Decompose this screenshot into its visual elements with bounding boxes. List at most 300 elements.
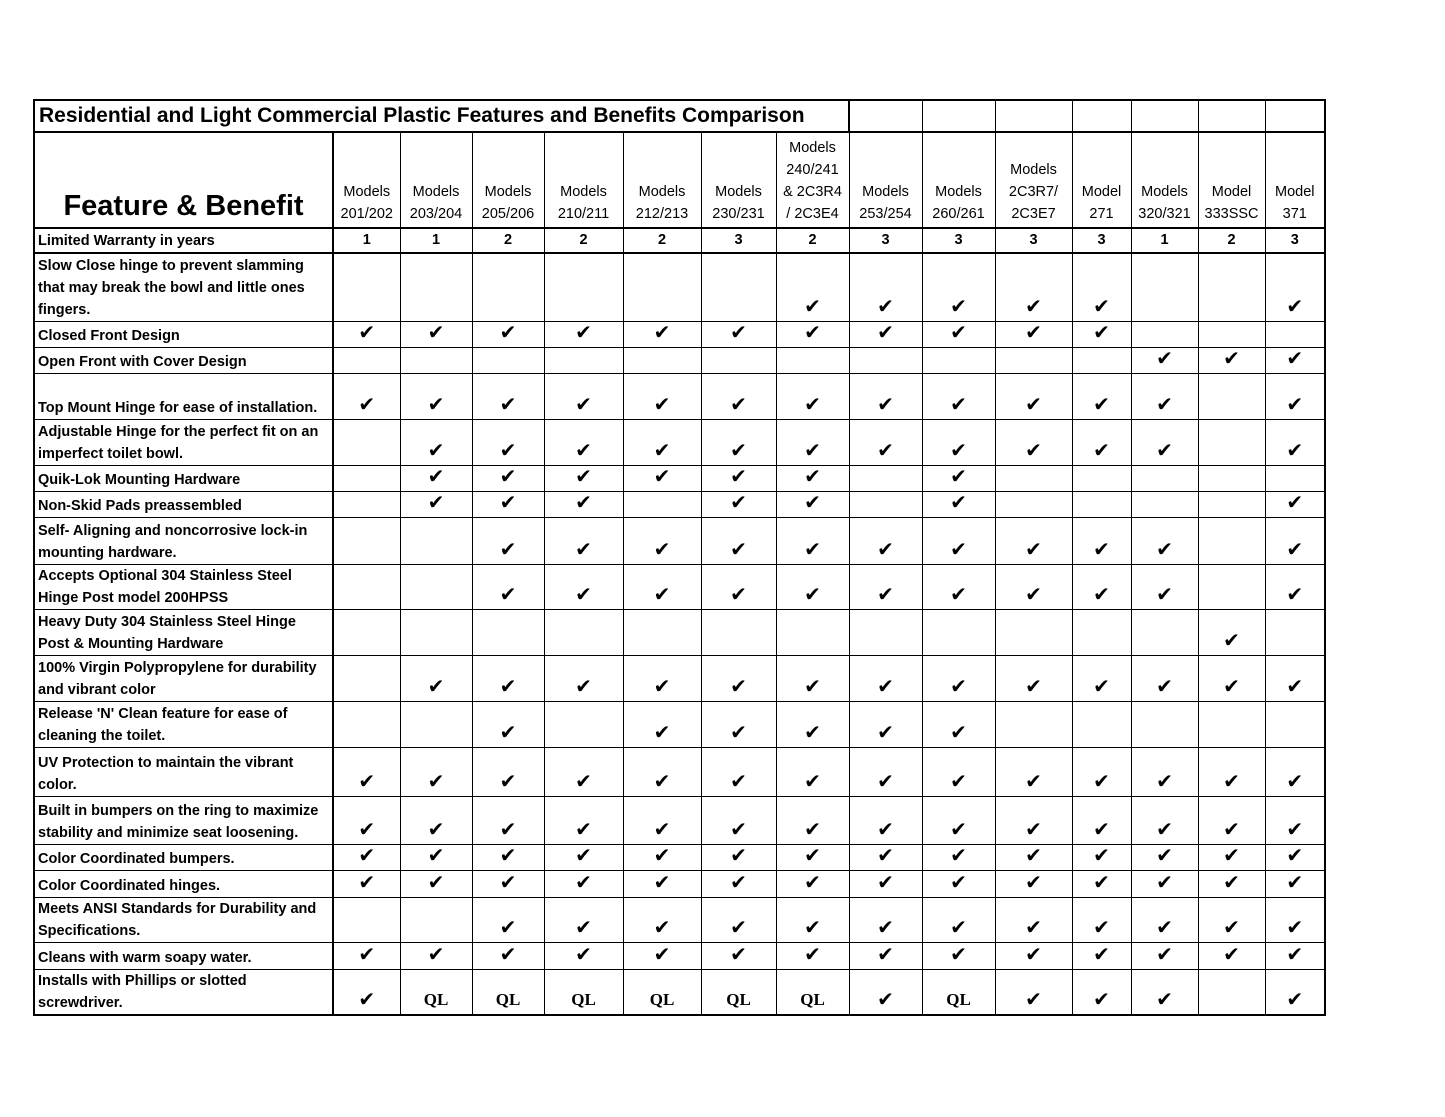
check-icon: ✔ (995, 564, 1072, 609)
feature-label: Cleans with warm soapy water. (34, 942, 333, 969)
check-icon: ✔ (544, 844, 623, 870)
check-icon: ✔ (1265, 564, 1325, 609)
model-header-line: Model (1211, 184, 1252, 200)
check-icon: ✔ (1265, 419, 1325, 465)
check-icon: ✔ (849, 870, 922, 897)
check-icon: ✔ (701, 897, 776, 942)
feature-label: Quik-Lok Mounting Hardware (34, 465, 333, 491)
warranty-years-value: 3 (1265, 228, 1325, 253)
model-header-line: 253/254 (859, 206, 912, 222)
table-row (34, 491, 1325, 517)
check-icon: ✔ (701, 564, 776, 609)
check-icon: ✔ (849, 897, 922, 942)
empty-cell (623, 347, 701, 373)
check-icon: ✔ (701, 419, 776, 465)
check-icon: ✔ (623, 701, 701, 747)
empty-cell (701, 347, 776, 373)
model-header (776, 132, 849, 228)
check-icon: ✔ (1131, 373, 1198, 419)
check-icon: ✔ (472, 419, 544, 465)
check-icon: ✔ (776, 655, 849, 701)
check-icon: ✔ (544, 373, 623, 419)
check-icon: ✔ (1131, 419, 1198, 465)
empty-cell (544, 253, 623, 321)
check-icon: ✔ (400, 747, 472, 796)
empty-cell (1131, 491, 1198, 517)
check-icon: ✔ (1131, 564, 1198, 609)
model-header (544, 132, 623, 228)
quik-lok-value: QL (544, 969, 623, 1015)
check-icon: ✔ (1198, 796, 1265, 844)
check-icon: ✔ (701, 321, 776, 347)
empty-cell (333, 347, 400, 373)
model-header (1072, 132, 1131, 228)
check-icon: ✔ (1198, 655, 1265, 701)
model-header-line: 210/211 (557, 206, 610, 222)
check-icon: ✔ (1072, 969, 1131, 1015)
warranty-years-value: 1 (333, 228, 400, 253)
check-icon: ✔ (776, 870, 849, 897)
check-icon: ✔ (849, 844, 922, 870)
feature-label: Adjustable Hinge for the perfect fit on an imperfect toilet bowl. (34, 419, 333, 465)
check-icon: ✔ (849, 747, 922, 796)
warranty-years-value: 2 (544, 228, 623, 253)
model-header-line: 212/213 (635, 206, 689, 222)
check-icon: ✔ (1131, 969, 1198, 1015)
check-icon: ✔ (922, 655, 995, 701)
warranty-years-value: 2 (623, 228, 701, 253)
check-icon: ✔ (1265, 796, 1325, 844)
empty-cell (472, 609, 544, 655)
check-icon: ✔ (544, 655, 623, 701)
check-icon: ✔ (849, 701, 922, 747)
check-icon: ✔ (1072, 897, 1131, 942)
check-icon: ✔ (1072, 419, 1131, 465)
check-icon: ✔ (1072, 844, 1131, 870)
check-icon: ✔ (776, 253, 849, 321)
empty-cell (701, 253, 776, 321)
model-header-line: Models (638, 184, 686, 200)
model-header-line: Model (1081, 184, 1122, 200)
check-icon: ✔ (1265, 517, 1325, 564)
empty-cell (623, 253, 701, 321)
model-header-line: & 2C3R4 (783, 184, 842, 200)
check-icon: ✔ (995, 517, 1072, 564)
model-header-line: 230/231 (712, 206, 765, 222)
check-icon: ✔ (1265, 491, 1325, 517)
table-row (34, 655, 1325, 701)
feature-label: Accepts Optional 304 Stainless Steel Hinge Post model 200HPSS (34, 564, 333, 609)
feature-label: Color Coordinated hinges. (34, 870, 333, 897)
check-icon: ✔ (623, 796, 701, 844)
title-empty-cell (1198, 100, 1265, 132)
check-icon: ✔ (1198, 942, 1265, 969)
title-empty-cell (849, 100, 922, 132)
check-icon: ✔ (995, 870, 1072, 897)
check-icon: ✔ (1131, 897, 1198, 942)
check-icon: ✔ (1198, 870, 1265, 897)
check-icon: ✔ (922, 253, 995, 321)
check-icon: ✔ (333, 747, 400, 796)
feature-label: Built in bumpers on the ring to maximize stability and minimize seat loosening. (34, 796, 333, 844)
empty-cell (400, 253, 472, 321)
model-header-line: / 2C3E4 (786, 206, 839, 222)
check-icon: ✔ (623, 321, 701, 347)
check-icon: ✔ (1265, 747, 1325, 796)
check-icon: ✔ (701, 655, 776, 701)
check-icon: ✔ (623, 564, 701, 609)
check-icon: ✔ (776, 321, 849, 347)
check-icon: ✔ (333, 942, 400, 969)
table-row (34, 796, 1325, 844)
check-icon: ✔ (776, 491, 849, 517)
model-header (1198, 132, 1265, 228)
model-header-line: 333SSC (1204, 206, 1259, 222)
feature-label: UV Protection to maintain the vibrant color. (34, 747, 333, 796)
check-icon: ✔ (701, 844, 776, 870)
check-icon: ✔ (400, 655, 472, 701)
empty-cell (1265, 609, 1325, 655)
check-icon: ✔ (922, 870, 995, 897)
check-icon: ✔ (776, 747, 849, 796)
check-icon: ✔ (333, 870, 400, 897)
check-icon: ✔ (1265, 844, 1325, 870)
table-row (34, 465, 1325, 491)
model-header-line: 205/206 (481, 206, 535, 222)
check-icon: ✔ (472, 321, 544, 347)
empty-cell (1072, 465, 1131, 491)
table-row (34, 347, 1325, 373)
empty-cell (995, 609, 1072, 655)
model-header-line: 371 (1282, 206, 1307, 222)
table-row (34, 373, 1325, 419)
model-header-line: 201/202 (340, 206, 393, 222)
model-header (472, 132, 544, 228)
check-icon: ✔ (1072, 321, 1131, 347)
check-icon: ✔ (922, 491, 995, 517)
check-icon: ✔ (1198, 747, 1265, 796)
quik-lok-value: QL (922, 969, 995, 1015)
check-icon: ✔ (1131, 942, 1198, 969)
warranty-years-value: 3 (849, 228, 922, 253)
check-icon: ✔ (1198, 609, 1265, 655)
check-icon: ✔ (776, 373, 849, 419)
check-icon: ✔ (922, 465, 995, 491)
table-row (34, 419, 1325, 465)
check-icon: ✔ (623, 465, 701, 491)
check-icon: ✔ (1265, 347, 1325, 373)
check-icon: ✔ (544, 942, 623, 969)
model-header-line: Models (1010, 162, 1057, 178)
model-header-line: Models (412, 184, 460, 200)
check-icon: ✔ (1072, 655, 1131, 701)
check-icon: ✔ (472, 701, 544, 747)
model-header-line: 2C3E7 (1011, 206, 1056, 222)
check-icon: ✔ (1265, 373, 1325, 419)
check-icon: ✔ (623, 897, 701, 942)
check-icon: ✔ (922, 564, 995, 609)
warranty-years-value: 3 (701, 228, 776, 253)
check-icon: ✔ (776, 796, 849, 844)
check-icon: ✔ (400, 465, 472, 491)
feature-label: Top Mount Hinge for ease of installation. (34, 373, 333, 419)
title-empty-cell (995, 100, 1072, 132)
empty-cell (333, 564, 400, 609)
check-icon: ✔ (544, 465, 623, 491)
warranty-years-value: 3 (922, 228, 995, 253)
empty-cell (1131, 465, 1198, 491)
model-header-line: Models (715, 184, 762, 200)
empty-cell (995, 491, 1072, 517)
model-header-line: 260/261 (932, 206, 985, 222)
empty-cell (1072, 609, 1131, 655)
check-icon: ✔ (701, 373, 776, 419)
check-icon: ✔ (333, 844, 400, 870)
model-header (922, 132, 995, 228)
check-icon: ✔ (1131, 844, 1198, 870)
check-icon: ✔ (995, 969, 1072, 1015)
check-icon: ✔ (1198, 347, 1265, 373)
check-icon: ✔ (922, 373, 995, 419)
check-icon: ✔ (1072, 517, 1131, 564)
warranty-years-value: 1 (1131, 228, 1198, 253)
empty-cell (1198, 969, 1265, 1015)
empty-cell (1198, 373, 1265, 419)
empty-cell (544, 701, 623, 747)
title-empty-cell (922, 100, 995, 132)
empty-cell (995, 701, 1072, 747)
check-icon: ✔ (1131, 347, 1198, 373)
check-icon: ✔ (623, 419, 701, 465)
model-header-line: Models (862, 184, 909, 200)
table-row (34, 701, 1325, 747)
model-header-line: 2C3R7/ (1008, 184, 1059, 200)
model-header-line: Models (935, 184, 982, 200)
check-icon: ✔ (544, 870, 623, 897)
feature-label: Self- Aligning and noncorrosive lock-in mounting hardware. (34, 517, 333, 564)
empty-cell (1198, 564, 1265, 609)
empty-cell (1198, 419, 1265, 465)
model-header (623, 132, 701, 228)
empty-cell (333, 655, 400, 701)
warranty-years-value: 2 (776, 228, 849, 253)
empty-cell (1265, 701, 1325, 747)
quik-lok-value: QL (400, 969, 472, 1015)
model-header-line: Models (484, 184, 532, 200)
table-row (34, 844, 1325, 870)
empty-cell (400, 564, 472, 609)
empty-cell (1265, 465, 1325, 491)
title-empty-cell (1131, 100, 1198, 132)
feature-label: Closed Front Design (34, 321, 333, 347)
model-header-line: 271 (1089, 206, 1114, 222)
empty-cell (1072, 701, 1131, 747)
empty-cell (849, 609, 922, 655)
check-icon: ✔ (1072, 870, 1131, 897)
table-row (34, 870, 1325, 897)
empty-cell (922, 609, 995, 655)
warranty-years-value: 2 (1198, 228, 1265, 253)
check-icon: ✔ (400, 491, 472, 517)
check-icon: ✔ (1131, 870, 1198, 897)
check-icon: ✔ (472, 747, 544, 796)
check-icon: ✔ (400, 419, 472, 465)
feature-label: Open Front with Cover Design (34, 347, 333, 373)
table-row (34, 942, 1325, 969)
table-row (34, 747, 1325, 796)
check-icon: ✔ (849, 655, 922, 701)
feature-label: Release 'N' Clean feature for ease of cleaning the toilet. (34, 701, 333, 747)
model-header (1265, 132, 1325, 228)
model-header (333, 132, 400, 228)
check-icon: ✔ (472, 465, 544, 491)
model-header-line: Models (1141, 184, 1188, 200)
check-icon: ✔ (995, 844, 1072, 870)
empty-cell (1198, 253, 1265, 321)
feature-label: Heavy Duty 304 Stainless Steel Hinge Post & Mounting Hardware (34, 609, 333, 655)
check-icon: ✔ (995, 747, 1072, 796)
quik-lok-value: QL (776, 969, 849, 1015)
check-icon: ✔ (849, 796, 922, 844)
check-icon: ✔ (544, 564, 623, 609)
feature-label: Installs with Phillips or slotted screwdriver. (34, 969, 333, 1015)
check-icon: ✔ (1265, 253, 1325, 321)
empty-cell (1265, 321, 1325, 347)
empty-cell (776, 347, 849, 373)
table-row (34, 228, 1325, 253)
check-icon: ✔ (333, 969, 400, 1015)
check-icon: ✔ (701, 701, 776, 747)
empty-cell (333, 897, 400, 942)
empty-cell (333, 609, 400, 655)
check-icon: ✔ (623, 747, 701, 796)
empty-cell (472, 347, 544, 373)
feature-label: Color Coordinated bumpers. (34, 844, 333, 870)
check-icon: ✔ (544, 747, 623, 796)
empty-cell (333, 491, 400, 517)
check-icon: ✔ (922, 844, 995, 870)
check-icon: ✔ (400, 796, 472, 844)
check-icon: ✔ (849, 419, 922, 465)
check-icon: ✔ (1072, 942, 1131, 969)
check-icon: ✔ (400, 942, 472, 969)
table-row (34, 897, 1325, 942)
quik-lok-value: QL (701, 969, 776, 1015)
model-header (849, 132, 922, 228)
empty-cell (623, 609, 701, 655)
check-icon: ✔ (701, 517, 776, 564)
check-icon: ✔ (995, 942, 1072, 969)
check-icon: ✔ (544, 517, 623, 564)
model-header (995, 132, 1072, 228)
empty-cell (1198, 491, 1265, 517)
check-icon: ✔ (701, 870, 776, 897)
empty-cell (1072, 347, 1131, 373)
feature-label: Non-Skid Pads preassembled (34, 491, 333, 517)
table-row (34, 517, 1325, 564)
check-icon: ✔ (995, 419, 1072, 465)
empty-cell (333, 465, 400, 491)
check-icon: ✔ (776, 517, 849, 564)
check-icon: ✔ (623, 655, 701, 701)
check-icon: ✔ (400, 870, 472, 897)
title-row (34, 100, 1325, 132)
check-icon: ✔ (1265, 870, 1325, 897)
check-icon: ✔ (776, 701, 849, 747)
model-header-line: 320/321 (1138, 206, 1191, 222)
empty-cell (1131, 321, 1198, 347)
check-icon: ✔ (1265, 942, 1325, 969)
check-icon: ✔ (701, 942, 776, 969)
check-icon: ✔ (849, 564, 922, 609)
check-icon: ✔ (544, 491, 623, 517)
check-icon: ✔ (623, 373, 701, 419)
feature-benefit-header: Feature & Benefit (34, 132, 333, 228)
check-icon: ✔ (849, 373, 922, 419)
check-icon: ✔ (776, 897, 849, 942)
empty-cell (1072, 491, 1131, 517)
check-icon: ✔ (472, 897, 544, 942)
check-icon: ✔ (1072, 747, 1131, 796)
check-icon: ✔ (701, 796, 776, 844)
table-title: Residential and Light Commercial Plastic Features and Benefits Comparison (34, 100, 849, 132)
empty-cell (333, 517, 400, 564)
feature-label: Limited Warranty in years (34, 228, 333, 253)
check-icon: ✔ (472, 942, 544, 969)
check-icon: ✔ (776, 465, 849, 491)
empty-cell (995, 347, 1072, 373)
empty-cell (400, 347, 472, 373)
check-icon: ✔ (701, 465, 776, 491)
check-icon: ✔ (333, 796, 400, 844)
empty-cell (776, 609, 849, 655)
check-icon: ✔ (922, 701, 995, 747)
check-icon: ✔ (849, 942, 922, 969)
feature-label: 100% Virgin Polypropylene for durability and vibrant color (34, 655, 333, 701)
check-icon: ✔ (400, 373, 472, 419)
check-icon: ✔ (922, 517, 995, 564)
model-header-line: 203/204 (409, 206, 463, 222)
quik-lok-value: QL (472, 969, 544, 1015)
check-icon: ✔ (623, 517, 701, 564)
check-icon: ✔ (623, 942, 701, 969)
empty-cell (333, 253, 400, 321)
check-icon: ✔ (472, 655, 544, 701)
empty-cell (400, 897, 472, 942)
check-icon: ✔ (776, 419, 849, 465)
warranty-years-value: 1 (400, 228, 472, 253)
check-icon: ✔ (701, 491, 776, 517)
empty-cell (1198, 465, 1265, 491)
check-icon: ✔ (544, 419, 623, 465)
check-icon: ✔ (1265, 969, 1325, 1015)
check-icon: ✔ (995, 655, 1072, 701)
empty-cell (849, 491, 922, 517)
check-icon: ✔ (849, 517, 922, 564)
check-icon: ✔ (544, 796, 623, 844)
check-icon: ✔ (544, 321, 623, 347)
warranty-years-value: 3 (1072, 228, 1131, 253)
check-icon: ✔ (400, 844, 472, 870)
model-header (1131, 132, 1198, 228)
table-row (34, 969, 1325, 1015)
empty-cell (333, 701, 400, 747)
check-icon: ✔ (922, 897, 995, 942)
table-row (34, 253, 1325, 321)
empty-cell (333, 419, 400, 465)
table-row (34, 564, 1325, 609)
check-icon: ✔ (701, 747, 776, 796)
